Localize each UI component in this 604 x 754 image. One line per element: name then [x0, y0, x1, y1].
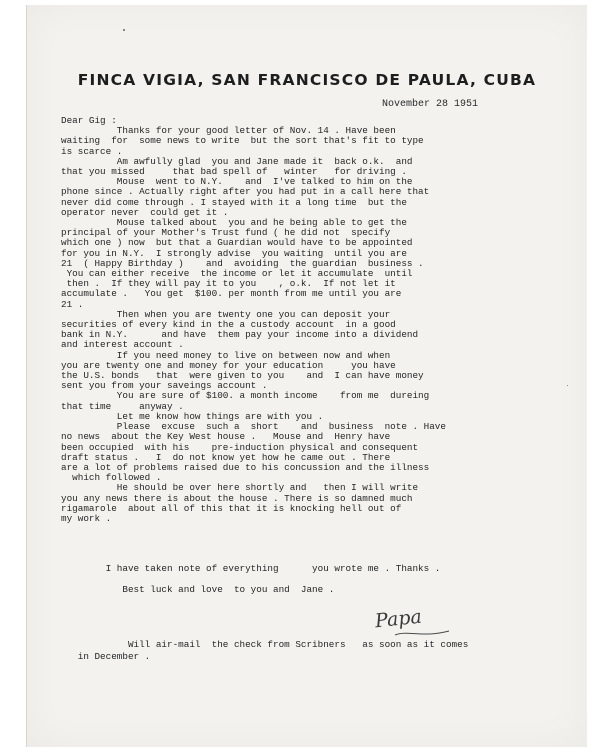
- letter-line: Please excuse such a short and business note . Have: [61, 421, 446, 433]
- letter-line: He should be over here shortly and then I will write: [61, 482, 419, 494]
- letter-line: my work .: [61, 512, 112, 524]
- letter-line: been occupied with his pre-induction physical and consequent: [61, 441, 419, 453]
- letter-line: Mouse talked about you and he being able to get the: [61, 217, 407, 229]
- letter-line: no news about the Key West house . Mouse and Henry have: [61, 431, 391, 443]
- letter-line: phone since . Actually right after you had put in a call here that: [61, 186, 430, 198]
- closing-line: Best luck and love to you and Jane .: [61, 584, 335, 595]
- paper-speck: [123, 29, 125, 31]
- letter-line: If you need money to live on between now and when: [61, 349, 391, 361]
- letter-date: November 28 1951: [382, 99, 479, 110]
- letter-line: then . If they will pay it to you , o.k. If not let it: [61, 278, 396, 290]
- letter-line: the U.S. bonds that were given to you and I can have money: [61, 370, 424, 382]
- letter-line: Am awfully glad you and Jane made it back o.k. and: [61, 155, 413, 167]
- handwritten-signature: Papa: [373, 605, 423, 633]
- postscript-line: Will air-mail the check from Scribners as soon as it comes: [61, 639, 469, 650]
- postscript-line: in December .: [61, 651, 151, 662]
- letter-line: accumulate . You get $100. per month from me until you are: [61, 288, 402, 300]
- letter-line: 21 ( Happy Birthday ) and avoiding the guardian business .: [61, 257, 424, 269]
- letter-line: that you missed that bad spell of winter for driving .: [61, 166, 407, 178]
- letter-line: securities of every kind in the a custody account in a good: [61, 319, 396, 331]
- letter-line: Dear Gig :: [61, 115, 117, 126]
- letter-line: which one ) now but that a Guardian would have to be appointed: [61, 237, 413, 249]
- closing-line: I have taken note of everything you wrote me . Thanks .: [61, 563, 441, 574]
- letter-line: rigamarole about all of this that it is knocking hell out of: [61, 502, 402, 514]
- letter-line: are a lot of problems raised due to his concussion and the illness: [61, 461, 430, 473]
- letter-line: bank in N.Y. and have them pay your income into a dividend: [61, 329, 419, 341]
- signature-underline: [393, 627, 453, 639]
- letter-line: for you in N.Y. I strongly advise you waiting until you are: [61, 247, 407, 259]
- letter-line: you are twenty one and money for your education you have: [61, 359, 396, 371]
- paper-speck: [567, 385, 568, 386]
- letter-line: Thanks for your good letter of Nov. 14 . Have been: [61, 125, 396, 137]
- letter-body: [61, 116, 581, 524]
- letter-line: waiting for some news to write but the sort that's fit to type: [61, 135, 424, 147]
- letter-line: You are sure of $100. a month income from me dureing: [61, 390, 430, 402]
- letter-line: Then when you are twenty one you can deposit your: [61, 308, 391, 320]
- letter-line: sent you from your saveings account .: [61, 380, 268, 392]
- letter-line: You can either receive the income or let it accumulate until: [61, 268, 413, 280]
- letter-line: Mouse went to N.Y. and I've talked to him on the: [61, 176, 413, 188]
- letterhead: FINCA VIGIA, SAN FRANCISCO DE PAULA, CUBA: [77, 71, 537, 89]
- letter-line: that time anyway .: [61, 400, 184, 412]
- letter-line: principal of your Mother's Trust fund ( he did not specify: [61, 227, 391, 239]
- letter-line: and interest account .: [61, 339, 184, 351]
- letter-line: 21 .: [61, 298, 84, 310]
- letter-line: you any news there is about the house . There is so damned much: [61, 492, 413, 504]
- letter-line: operator never could get it .: [61, 206, 229, 218]
- letter-line: draft status . I do not know yet how he came out . There: [61, 451, 391, 463]
- letter-line: is scarce .: [61, 145, 123, 157]
- letter-line: which followed .: [61, 472, 162, 484]
- letter-line: Let me know how things are with you .: [61, 410, 324, 422]
- letter-page: [26, 5, 587, 747]
- letter-line: never did come through . I stayed with it a long time but the: [61, 196, 407, 208]
